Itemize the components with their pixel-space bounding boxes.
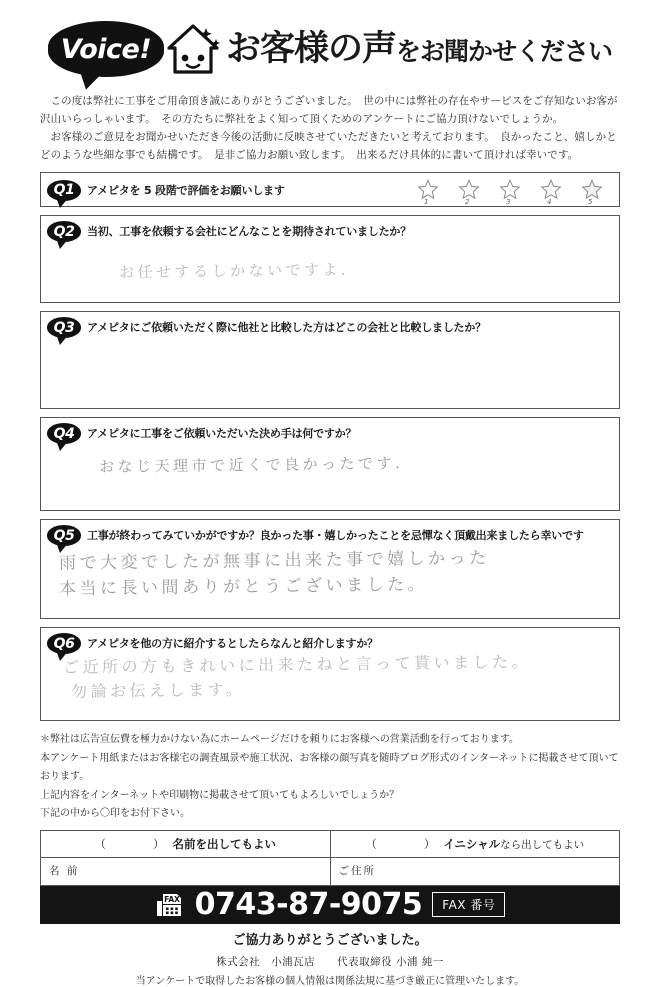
thanks-message: ご協力ありがとうございました。	[232, 932, 428, 948]
star-4[interactable]	[540, 178, 562, 207]
note-line-1: ＊弊社は広告宣伝費を極力かけない為にホームページだけを頼りにお客様への営業活動を行っております。	[40, 734, 519, 746]
page-header	[40, 0, 620, 88]
fax-machine-icon	[155, 892, 185, 918]
question-badge-q5: Q5	[47, 525, 81, 546]
footer-notes	[40, 731, 620, 824]
star-2[interactable]	[458, 178, 480, 207]
page-title-particle: を	[395, 36, 420, 66]
logo	[48, 20, 612, 78]
fax-bar	[40, 886, 620, 924]
question-text-q1: アメピタを 5 段階で評価をお願いします	[87, 183, 285, 197]
star-number-4: 4	[547, 198, 552, 207]
star-3[interactable]	[499, 178, 521, 207]
answer-area-q3[interactable]	[41, 342, 619, 408]
handwritten-answer-q6-line-1: ご近所の方もきれいに出来たねと言って貰いました。	[62, 652, 532, 678]
consent-option-initial[interactable]	[330, 830, 620, 857]
page-title-tail: お聞かせください	[420, 36, 613, 66]
rating-stars[interactable]	[417, 178, 611, 207]
consent-option-name-label: 名前を出してもよい	[172, 836, 276, 851]
question-badge-q2: Q2	[47, 221, 81, 242]
answer-area-q2[interactable]	[41, 246, 619, 302]
voice-bubble-icon	[48, 21, 164, 77]
question-badge-q3: Q3	[47, 317, 81, 338]
star-number-5: 5	[588, 198, 593, 207]
question-header-q4	[41, 418, 619, 448]
question-badge-q6: Q6	[47, 633, 81, 654]
privacy-notice: 当アンケートで取得したお客様の個人情報は関係法規に基づき厳正に管理いたします。	[135, 975, 525, 987]
consent-checkbox-initial[interactable]: （ ）	[365, 836, 444, 851]
page-title	[225, 28, 613, 69]
star-1[interactable]	[417, 178, 439, 207]
address-field-label: ご住所	[338, 864, 376, 877]
question-block-q3	[40, 311, 620, 409]
question-text-q2: 当初、工事を依頼する会社にどんなことを期待されていましたか？	[87, 225, 411, 239]
handwritten-answer-q2-line-1: お任せするしかないですよ.	[118, 260, 350, 282]
svg-text:FAX: FAX	[163, 894, 180, 904]
intro-line-2: お客様のご意見をお聞かせいただき今後の活動に反映させていただきたいと考えております。 良かったこと、嬉しかとどのような些細な事でも結構です。 是非ご協力お願い致します。 出来るだけ具体的に書いて頂ければ幸いです。	[40, 131, 617, 162]
question-text-q6: アメピタを他の方に紹介するとしたらなんと紹介しますか？	[87, 637, 378, 651]
consent-table	[40, 830, 620, 886]
answer-area-q5[interactable]	[41, 550, 619, 618]
question-text-q3: アメピタにご依頼いただく際に他社と比較した方はどこの会社と比較しましたか？	[87, 321, 486, 335]
page-title-main: お客様の声	[225, 28, 396, 69]
voice-bubble-label: Voice!	[60, 33, 152, 65]
name-field-cell[interactable]	[41, 857, 331, 885]
handwritten-answer-q6-line-2: 勿論お伝えします。	[70, 680, 246, 702]
question-block-q1	[40, 172, 620, 207]
answer-area-q4[interactable]	[41, 448, 619, 510]
question-badge-q1: Q1	[47, 180, 81, 201]
question-header-q3	[41, 312, 619, 342]
question-block-q4	[40, 417, 620, 511]
handwritten-answer-q5-line-2: 本当に長い間ありがとうございました。	[58, 574, 429, 600]
consent-option-name[interactable]	[41, 830, 331, 857]
star-5[interactable]	[581, 178, 603, 207]
question-block-q6	[40, 627, 620, 721]
consent-option-initial-label: イニシャル	[443, 836, 501, 851]
handwritten-answer-q4-line-1: おなじ天理市で近くで良かったです.	[98, 454, 404, 477]
note-line-4: 下記の中から〇印をお付下さい。	[40, 808, 190, 820]
fax-number-label: FAX 番号	[432, 892, 505, 917]
star-number-3: 3	[506, 198, 511, 207]
question-header-q1	[41, 173, 619, 206]
note-line-2: 本アンケート用紙またはお客様宅の調査風景や施工状況、お客様の顔写真を随時ブログ形式のインターネットに掲載させて頂いております。	[40, 752, 619, 783]
consent-fields-row	[41, 857, 620, 885]
consent-options-row	[41, 830, 620, 857]
address-field-cell[interactable]	[330, 857, 620, 885]
question-header-q2	[41, 216, 619, 246]
question-block-q2	[40, 215, 620, 303]
name-field-label: 名 前	[49, 864, 80, 877]
smiling-house-icon	[162, 20, 224, 78]
intro-text	[40, 92, 620, 164]
consent-checkbox-name[interactable]: （ ）	[94, 836, 173, 851]
star-number-2: 2	[465, 198, 470, 207]
company-name: 株式会社 小浦瓦店 代表取締役 小浦 純一	[216, 955, 444, 968]
answer-area-q6[interactable]	[41, 652, 619, 720]
star-number-1: 1	[424, 198, 429, 207]
consent-option-initial-tail: なら出してもよい	[500, 838, 585, 851]
question-text-q4: アメピタに工事をご依頼いただいた決め手は何ですか？	[87, 427, 357, 441]
fax-number: 0743-87-9075	[194, 886, 423, 922]
note-line-3: 上記内容をインターネットや印刷物に掲載させて頂いてもよろしいでしょうか？	[40, 789, 400, 801]
intro-line-1: この度は弊社に工事をご用命頂き誠にありがとうございました。 世の中には弊社の存在やサービスをご存知ないお客が沢山いらっしゃいます。 その方たちに弊社をよく知って頂くためのアンケートにご協力頂けないでしょうか。	[40, 95, 618, 126]
question-text-q5: 工事が終わってみていかがですか？良かった事・嬉しかったことを忌憚なく頂戴出来ましたら幸いです	[87, 529, 584, 543]
question-block-q5	[40, 519, 620, 619]
question-badge-q4: Q4	[47, 423, 81, 444]
handwritten-answer-q5-line-1: 雨で大変でしたが無事に出来た事で嬉しかった	[58, 548, 490, 574]
